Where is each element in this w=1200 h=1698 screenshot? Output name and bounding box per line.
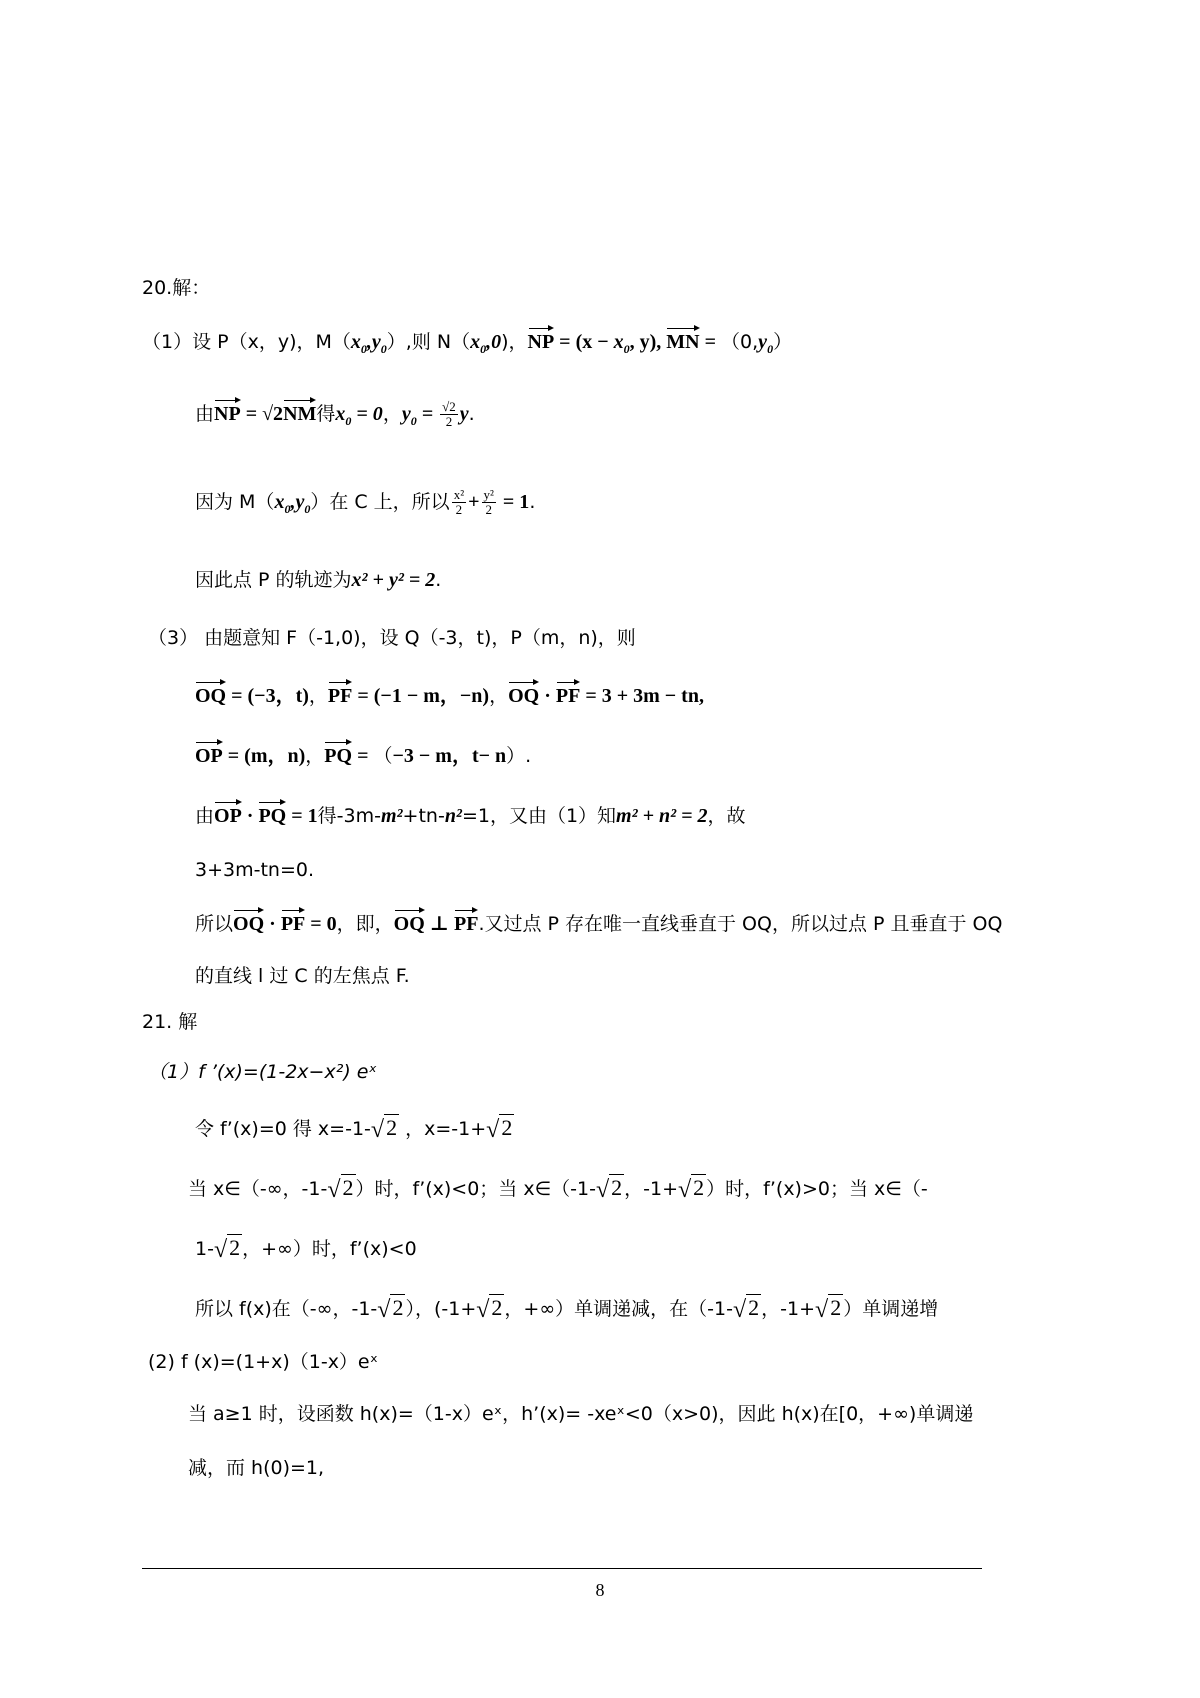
problem-21-title: 21. 解 <box>142 1011 198 1033</box>
p21-line-1: （1）f ’(x)=(1-2x−x²) eˣ <box>148 1061 377 1083</box>
p20-line-10: 所以OQ · PF = 0，即，OQ ⊥ PF.又过点 P 存在唯一直线垂直于 OQ，所以过点 P 且垂直于 OQ <box>195 908 1002 936</box>
p20-line-4: 因此点 P 的轨迹为x² + y² = 2. <box>195 569 442 591</box>
footer-divider <box>142 1568 982 1569</box>
p21-line-3: 当 x∈（-∞，-1-√2 ）时，f’(x)<0；当 x∈（-1-√2 ，-1+√2 ）时，f’(x)>0；当 x∈（- <box>188 1175 928 1203</box>
p21-line-7: 当 a≥1 时，设函数 h(x)=（1-x）eˣ，h’(x)= -xeˣ<0（x>0)，因此 h(x)在[0，+∞)单调递 <box>188 1403 974 1425</box>
p21-line-2: 令 f’(x)=0 得 x=-1-√2 ，x=-1+√2 <box>195 1115 513 1143</box>
p21-line-6: (2) f (x)=(1+x)（1-x）eˣ <box>148 1351 379 1373</box>
p21-line-5: 所以 f(x)在（-∞，-1-√2 ），(-1+√2 ，+∞）单调递减，在（-1-√2 ，-1+√2 ）单调递增 <box>195 1295 939 1323</box>
p20-line-6: OQ = (−3，t)，PF = (−1 − m，−n)，OQ · PF = 3 + 3m − tn, <box>195 680 704 708</box>
p20-line-9: 3+3m-tn=0. <box>195 859 315 881</box>
p20-line-11: 的直线 l 过 C 的左焦点 F. <box>195 965 410 987</box>
p20-line-2: 由NP = √2NM得$x_0 = 0$，$y_0$ = $\frac{√2}{2}$ y. <box>195 399 475 429</box>
p20-line-8: 由OP · PQ = 1得-3m-m²+tn-n²=1，又由（1）知m² + n² = 2，故 <box>195 800 746 828</box>
page-number: 8 <box>595 1580 605 1600</box>
p20-line-7: OP = (m，n)，PQ = （−3 − m，t− n）. <box>195 740 531 768</box>
p20-line-3: 因为 $M(x_0,y_0)$在 C 上，所以 $\frac{\text{x²}}{2}$ + $\frac{\text{y²}}{2}$ = 1. <box>195 487 536 517</box>
p20-line-5: （3） 由题意知 F（-1,0)，设 Q（-3，t)，P（m，n)，则 <box>148 627 636 649</box>
problem-20-title: 20.解： <box>142 277 211 299</box>
p20-line-1: （1）设 P（x，y)，$M(x_0,y_0)$,则 $N(x_0,0)$，NP = ($x - x_0$, y), MN = $(0,y_0)$ <box>142 326 792 361</box>
p21-line-8: 减，而 h(0)=1, <box>188 1457 325 1479</box>
p21-line-4: 1-√2 ，+∞）时，f’(x)<0 <box>195 1235 417 1263</box>
